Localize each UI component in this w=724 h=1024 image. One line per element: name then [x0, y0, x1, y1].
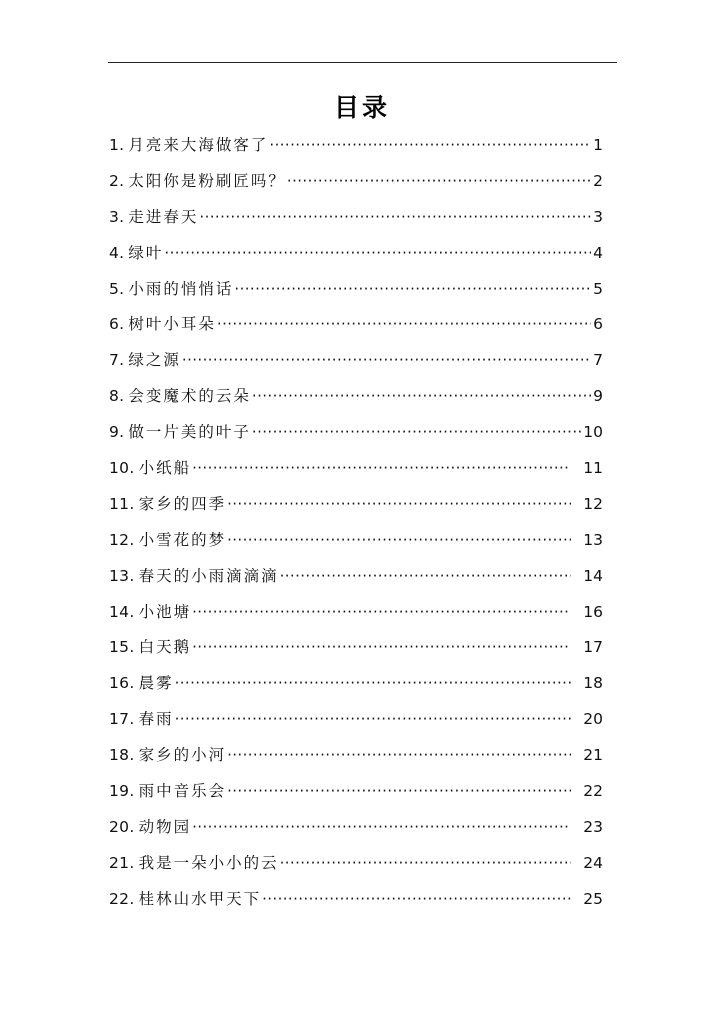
toc-entry-number: 19.: [109, 782, 135, 801]
toc-entry[interactable]: [109, 774, 603, 810]
toc-entry-number: 6.: [109, 315, 125, 334]
toc-entry-number: 2.: [109, 171, 125, 190]
header-rule: [108, 62, 617, 63]
toc-entry-page: 17: [583, 638, 603, 657]
toc-dot-leader: [233, 272, 591, 308]
toc-dot-leader: [226, 487, 571, 523]
toc-dot-leader: [251, 379, 591, 415]
toc-dot-leader: [163, 236, 591, 272]
toc-entry-page: 12: [583, 494, 603, 513]
toc-entry-title: 动物园: [138, 817, 192, 836]
toc-dot-leader: [216, 307, 591, 343]
toc-entry-page: 13: [583, 530, 603, 549]
toc-dot-leader: [174, 702, 571, 738]
toc-entry-number: 9.: [109, 423, 125, 442]
toc-entry-number: 4.: [109, 243, 125, 262]
toc-entry-title: 小雨的悄悄话: [128, 279, 234, 298]
toc-entry-title: 绿叶: [128, 243, 164, 262]
toc-entry[interactable]: [109, 846, 603, 882]
toc-entry-title: 走进春天: [128, 207, 199, 226]
toc-dot-leader: [286, 164, 591, 200]
toc-dot-leader: [198, 200, 591, 236]
toc-entry-number: 13.: [109, 566, 135, 585]
toc-entry-title: 做一片美的叶子: [128, 423, 251, 442]
toc-entry-page: 5: [593, 279, 603, 298]
toc-entry-number: 5.: [109, 279, 125, 298]
toc-entry-title: 小纸船: [138, 459, 192, 478]
toc-dot-leader: [268, 128, 591, 164]
toc-dot-leader: [191, 630, 571, 666]
toc-dot-leader: [191, 451, 571, 487]
toc-entry-page: 10: [583, 423, 603, 442]
toc-entry-number: 8.: [109, 387, 125, 406]
toc-entry[interactable]: [109, 595, 603, 631]
toc-entry[interactable]: [109, 128, 603, 164]
toc-entry[interactable]: [109, 882, 603, 918]
toc-dot-leader: [279, 846, 571, 882]
toc-entry-number: 10.: [109, 459, 135, 478]
toc-dot-leader: [191, 810, 571, 846]
toc-entry-page: 1: [593, 136, 603, 154]
toc-entry-page: 22: [583, 782, 603, 801]
toc-entry-title: 月亮来大海做客了: [128, 136, 269, 154]
toc-entry-page: 20: [583, 710, 603, 729]
toc-list: [109, 128, 603, 918]
toc-entry[interactable]: [109, 164, 603, 200]
toc-entry-title: 小雪花的梦: [138, 530, 227, 549]
toc-entry[interactable]: [109, 666, 603, 702]
toc-entry-title: 绿之源: [128, 351, 181, 370]
toc-entry[interactable]: [109, 487, 603, 523]
toc-entry[interactable]: [109, 272, 603, 308]
toc-entry-page: 21: [583, 746, 603, 765]
toc-entry-page: 16: [583, 602, 603, 621]
toc-entry-title: 雨中音乐会: [138, 782, 227, 801]
toc-entry[interactable]: [109, 200, 603, 236]
toc-entry-number: 16.: [109, 674, 135, 693]
toc-entry-page: 6: [593, 315, 603, 334]
toc-entry-title: 树叶小耳朵: [128, 315, 216, 334]
toc-dot-leader: [261, 882, 571, 918]
toc-entry[interactable]: [109, 451, 603, 487]
toc-entry-page: 25: [583, 889, 603, 908]
toc-entry-number: 7.: [109, 351, 125, 370]
toc-dot-leader: [191, 595, 571, 631]
toc-entry-number: 15.: [109, 638, 135, 657]
toc-dot-leader: [226, 523, 571, 559]
toc-entry-page: 11: [583, 459, 603, 478]
toc-entry-number: 11.: [109, 494, 135, 513]
toc-entry-title: 桂林山水甲天下: [138, 889, 262, 908]
toc-entry-number: 12.: [109, 530, 135, 549]
toc-entry-title: 春雨: [138, 710, 174, 729]
toc-dot-leader: [174, 666, 571, 702]
toc-entry[interactable]: [109, 236, 603, 272]
toc-entry[interactable]: [109, 702, 603, 738]
toc-entry-number: 3.: [109, 207, 125, 226]
toc-entry[interactable]: [109, 307, 603, 343]
toc-entry[interactable]: [109, 523, 603, 559]
toc-entry-title: 家乡的四季: [138, 494, 227, 513]
toc-entry[interactable]: [109, 630, 603, 666]
toc-entry-page: 7: [593, 351, 603, 370]
toc-entry[interactable]: [109, 810, 603, 846]
toc-entry-number: 20.: [109, 817, 135, 836]
toc-entry-page: 24: [583, 853, 603, 872]
toc-entry-page: 14: [583, 566, 603, 585]
toc-entry-title: 会变魔术的云朵: [128, 387, 251, 406]
toc-entry-page: 4: [593, 243, 603, 262]
toc-dot-leader: [226, 738, 571, 774]
toc-entry[interactable]: [109, 559, 603, 595]
toc-entry[interactable]: [109, 415, 603, 451]
toc-entry-title: 白天鹅: [138, 638, 192, 657]
toc-entry[interactable]: [109, 343, 603, 379]
toc-entry-page: 9: [593, 387, 603, 406]
toc-dot-leader: [181, 343, 591, 379]
toc-entry-number: 22.: [109, 889, 135, 908]
toc-entry[interactable]: [109, 738, 603, 774]
toc-entry-page: 18: [583, 674, 603, 693]
toc-entry-number: 21.: [109, 853, 135, 872]
toc-entry-page: 3: [593, 207, 603, 226]
toc-entry-title: 晨雾: [138, 674, 174, 693]
toc-entry-title: 我是一朵小小的云: [138, 853, 279, 872]
toc-entry-title: 家乡的小河: [138, 746, 227, 765]
toc-entry-title: 春天的小雨滴滴滴: [138, 566, 279, 585]
toc-entry-page: 23: [583, 817, 603, 836]
toc-dot-leader: [251, 415, 581, 451]
toc-entry[interactable]: [109, 379, 603, 415]
toc-dot-leader: [226, 774, 571, 810]
toc-dot-leader: [279, 559, 571, 595]
toc-entry-page: 2: [593, 171, 603, 190]
page-title: 目录: [333, 93, 390, 122]
toc-entry-number: 17.: [109, 710, 135, 729]
toc-entry-number: 1.: [109, 136, 125, 154]
toc-entry-number: 18.: [109, 746, 135, 765]
toc-entry-number: 14.: [109, 602, 135, 621]
toc-entry-title: 小池塘: [138, 602, 192, 621]
toc-entry-title: 太阳你是粉刷匠吗？: [128, 171, 286, 190]
